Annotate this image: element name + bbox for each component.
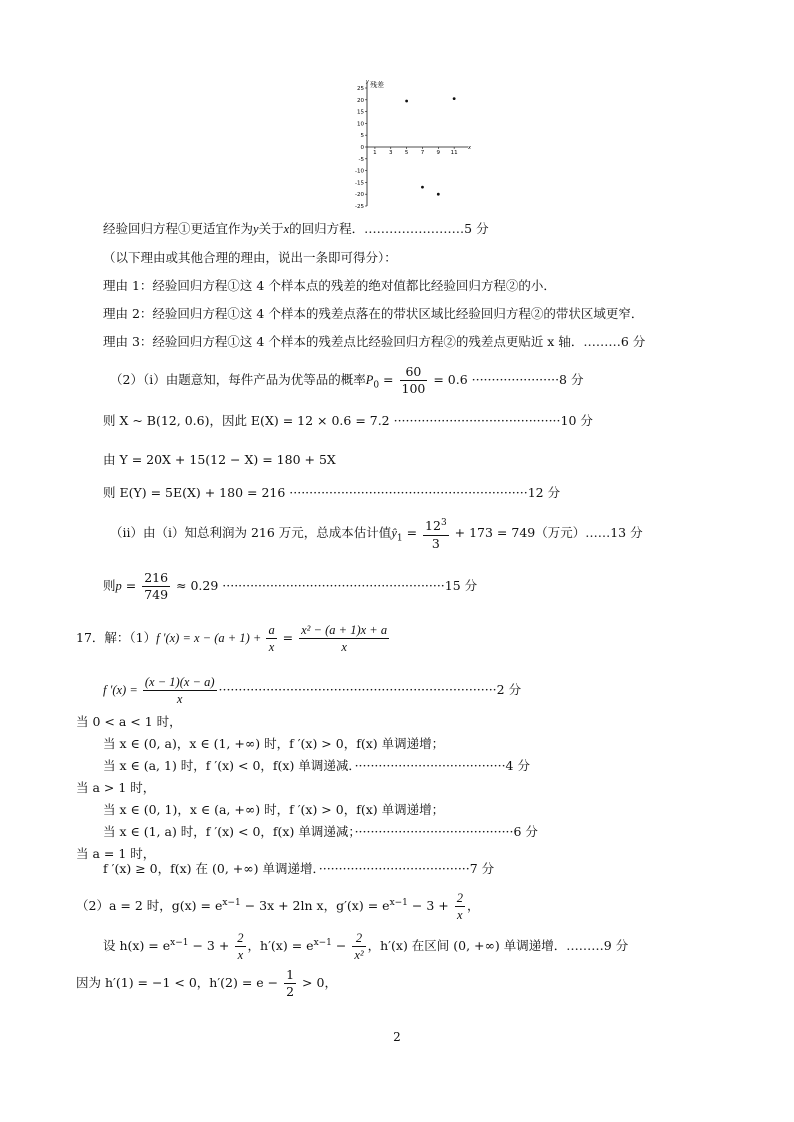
part2-i-text: （2）（ⅰ）由题意知，每件产品为优等品的概率 <box>110 372 366 387</box>
case-1-heading: 当 0 < a < 1 时， <box>76 714 182 729</box>
equals: = <box>121 578 141 593</box>
numerator: 216 <box>144 570 169 585</box>
case-2-increase: 当 x ∈ (0, 1)，x ∈ (a, +∞) 时，f ′(x) > 0，f(x) 单调递增； <box>103 802 445 817</box>
p-line <box>103 568 477 604</box>
case-3-heading: 当 a = 1 时， <box>76 846 156 861</box>
case-3-result: f ′(x) ≥ 0，f(x) 在 (0, +∞) 单调递增．······································7 分 <box>103 861 495 876</box>
expectation-y-line: 则 E(Y) = 5E(X) + 180 = 216 ····························································12 分 <box>103 485 561 500</box>
var-y: y <box>253 222 259 236</box>
part2-i-result: = 0.6 ······················8 分 <box>429 372 584 387</box>
y-tick-label: -5 <box>358 156 364 163</box>
equals: = <box>379 372 398 387</box>
h-definition-line: 设 $h(x) = e^{x-1} - 3$ + $\frac{2}{x}$ ，$h'(x) = e^{x-1}$ − $\frac{2}{\text{x²}}$ ，h′(x) 在区间 (0, +∞) 单调递增．………9 分 <box>103 931 629 963</box>
var-x: x <box>283 222 290 236</box>
data-point <box>405 100 408 103</box>
numerator: 60 <box>400 364 428 381</box>
q17-label: 17．解：（1） <box>76 630 157 645</box>
h-prime-values-line: 因为 h′(1) = −1 < 0，h′(2) = e − $\frac{1}{2}$ > 0， <box>76 967 337 999</box>
data-point <box>453 97 456 100</box>
x-tick-label: 7 <box>420 150 425 156</box>
fraction-12cubed-3 <box>423 515 449 551</box>
x-tick-label: 1 <box>373 150 377 156</box>
y-tick-label: 10 <box>357 121 364 128</box>
y-tick-label: 5 <box>360 133 364 140</box>
sub-1: 1 <box>396 533 403 544</box>
y-axis-label: 残差 <box>370 81 384 89</box>
page-number: 2 <box>393 1030 401 1044</box>
data-point <box>437 193 440 196</box>
fraction-60-100 <box>400 364 428 397</box>
x-tick-label: 11 <box>450 150 458 156</box>
y-tick-label: 20 <box>357 97 364 104</box>
y-tick-label: -20 <box>355 192 364 199</box>
part2-i-line <box>110 362 583 404</box>
x-tick-label: 5 <box>404 150 409 156</box>
x-axis-letter: x <box>468 145 471 151</box>
chart-axes <box>367 82 468 206</box>
p-result: ≈ 0.29 ························································15 分 <box>172 578 478 593</box>
var-P: P <box>365 373 374 387</box>
part2-ii-result: + 173 = 749（万元）……13 分 <box>450 525 643 540</box>
part2-ii-line <box>110 515 643 557</box>
denominator: 100 <box>401 381 426 396</box>
data-point <box>421 186 424 189</box>
reason-2: 理由 2：经验回归方程①这 4 个样本的残差点落在的带状区域比经验回归方程②的带状区域更窄． <box>103 306 644 321</box>
var-yhat: ŷ <box>391 526 397 540</box>
y-axis-letter: y <box>366 79 369 85</box>
fraction-factored: $\frac{(x - 1)(x - a)}{x}$ <box>144 675 215 706</box>
equals: = <box>278 630 298 645</box>
case-2-heading: 当 a > 1 时， <box>76 780 156 795</box>
denominator: 749 <box>144 587 169 602</box>
y-tick-label: 15 <box>357 109 364 116</box>
q17-line <box>76 620 391 656</box>
residual-scatter-chart <box>340 78 480 208</box>
score-2: ······································································2 分 <box>218 682 522 697</box>
part2-g-line: （2）a = 2 时，$g(x) = e^{x-1} - 3x + 2\ln$ x，$g'(x) = e^{x-1} - 3$ + $\frac{2}{x}$ ， <box>76 891 480 923</box>
chart-points <box>405 97 455 195</box>
conclusion-text-a: 经验回归方程①更适宜作为 <box>103 221 254 236</box>
conclusion-text-c: 的回归方程．……………………5 分 <box>289 221 489 236</box>
numerator: $12^3$ <box>423 515 449 535</box>
conclusion-line <box>103 220 489 238</box>
reason-3: 理由 3：经验回归方程①这 4 个样本的残差点比经验回归方程②的残差点更贴近 x 轴．………6 分 <box>103 334 646 349</box>
case-1-increase: 当 x ∈ (0, a)，x ∈ (1, +∞) 时，f ′(x) > 0，f(x) 单调递增； <box>103 736 445 751</box>
fraction-combined: $\frac{\text{x² − (a + 1)x + a}}{x}$ <box>301 623 388 654</box>
case-2-decrease: 当 x ∈ (1, a) 时，f ′(x) < 0，f(x) 单调递减；········································6 分 <box>103 824 538 839</box>
sub-0: 0 <box>373 380 380 391</box>
denominator: 3 <box>431 535 440 551</box>
y-definition-line: 由 Y = 20X + 15(12 − X) = 180 + 5X <box>103 452 336 467</box>
equals: = <box>402 525 422 540</box>
reason-1: 理由 1：经验回归方程①这 4 个样本点的残差的绝对值都比经验回归方程②的小． <box>103 278 556 293</box>
part2-ii-text: （ⅱ）由（ⅰ）知总利润为 216 万元，总成本估计值 <box>110 525 392 540</box>
binomial-line: 则 X ~ B(12, 0.6)，因此 E(X) = 12 × 0.6 = 7.2 ··········································10 分 <box>103 413 593 428</box>
derivative-lhs: f ′(x) = <box>103 683 141 697</box>
x-tick-label: 3 <box>389 150 393 156</box>
y-tick-label: 25 <box>357 86 364 92</box>
fraction-216-749 <box>142 570 170 603</box>
var-p: p <box>115 579 122 593</box>
y-tick-label: -10 <box>355 168 364 175</box>
y-tick-label: 0 <box>360 145 364 151</box>
derivative-factored-line <box>103 672 521 708</box>
fraction-2-x: $\frac{2}{x}$ <box>456 891 463 923</box>
x-tick-label: 9 <box>436 150 441 156</box>
case-1-decrease: 当 x ∈ (a, 1) 时，f ′(x) < 0，f(x) 单调递减．······································4 分 <box>103 758 530 773</box>
fraction-2-x-b: $\frac{2}{x}$ <box>237 931 244 963</box>
reason-intro: （以下理由或其他合理的理由，说出一条即可得分）： <box>103 250 397 265</box>
derivative-expr: f ′(x) = x − (a + 1) + <box>156 631 265 645</box>
conclusion-text-b: 关于 <box>258 221 284 236</box>
fraction-1-2: $\frac{1}{2}$ <box>286 967 295 999</box>
p-line-prefix: 则 <box>103 578 116 593</box>
fraction-2-x2: $\frac{2}{\text{x²}}$ <box>354 931 364 963</box>
fraction-a-x: $\frac{a}{x}$ <box>268 623 275 654</box>
y-tick-label: -25 <box>355 204 364 208</box>
y-tick-label: -15 <box>355 180 364 187</box>
